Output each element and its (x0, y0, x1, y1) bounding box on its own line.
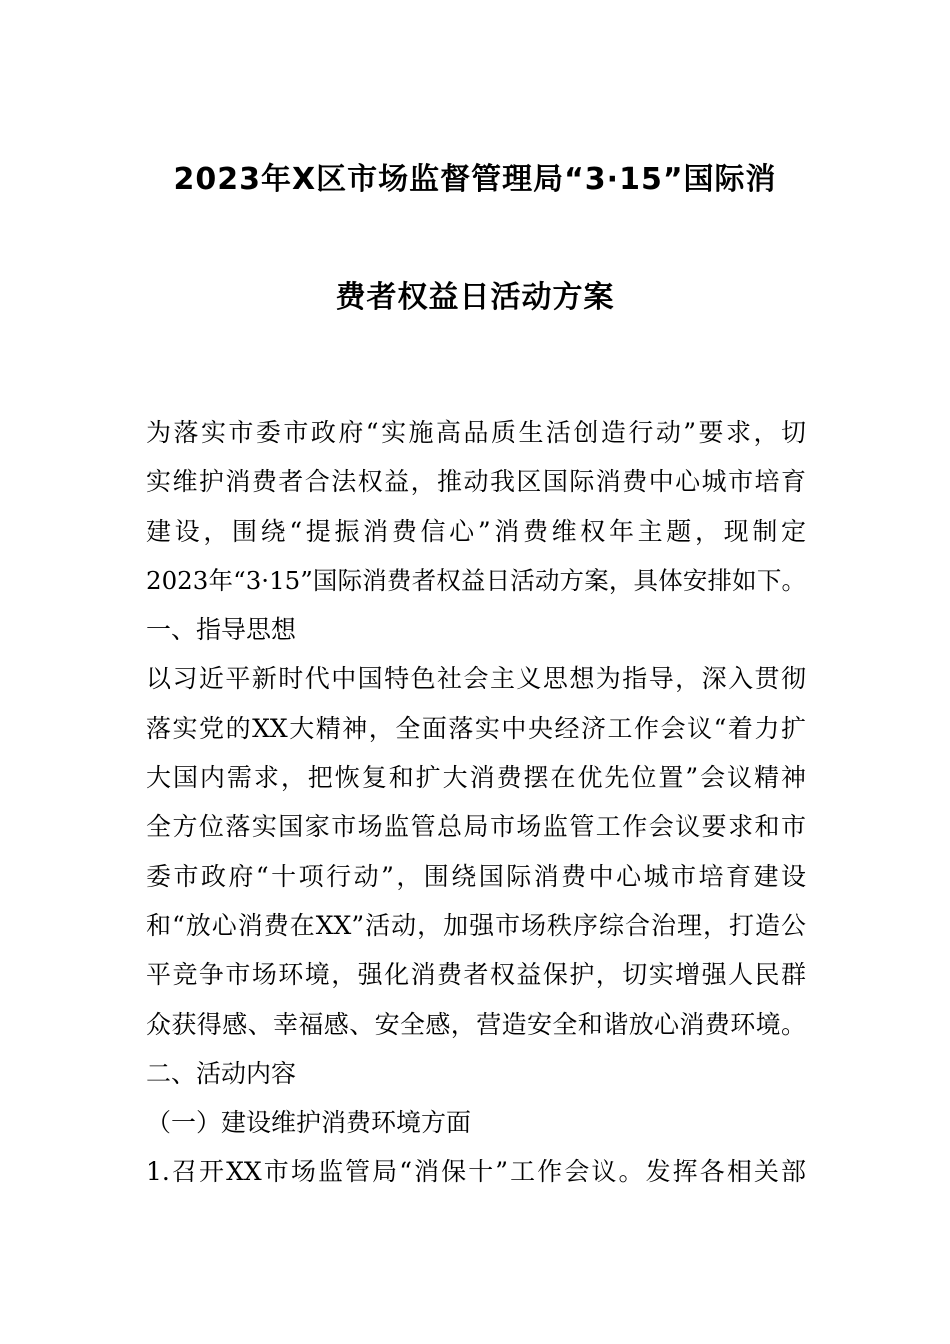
body-line: 为落实市委市政府“实施高品质生活创造行动”要求，切 (146, 418, 806, 447)
body-line: 以习近平新时代中国特色社会主义思想为指导，深入贯彻 (146, 664, 806, 694)
subsection-heading: （一）建设维护消费环境方面 (146, 1108, 472, 1138)
body-line: 众获得感、幸福感、安全感，营造安全和谐放心消费环境。 (146, 1009, 806, 1039)
body-line: 2023年“3·15”国际消费者权益日活动方案，具体安排如下。 (146, 565, 806, 595)
body-line: 实维护消费者合法权益，推动我区国际消费中心城市培育 (146, 467, 806, 497)
body-line: 落实党的XX大精神，全面落实中央经济工作会议“着力扩 (146, 713, 806, 743)
section-heading-activity-content: 二、活动内容 (146, 1058, 297, 1088)
body-line: 平竞争市场环境，强化消费者权益保护，切实增强人民群 (146, 960, 806, 990)
document-title-line-1: 2023年X区市场监督管理局“3·15”国际消 (173, 162, 777, 197)
body-line: 建设，围绕“提振消费信心”消费维权年主题，现制定 (146, 516, 806, 546)
section-heading-guiding-ideology: 一、指导思想 (146, 615, 297, 645)
body-line: 全方位落实国家市场监管总局市场监管工作会议要求和市 (146, 812, 806, 842)
document-title-line-2: 费者权益日活动方案 (335, 280, 615, 315)
body-line: 委市政府“十项行动”，围绕国际消费中心城市培育建设 (146, 861, 806, 891)
body-line: 大国内需求，把恢复和扩大消费摆在优先位置”会议精神 (146, 763, 806, 793)
document-body (146, 408, 806, 1197)
body-line: 和“放心消费在XX”活动，加强市场秩序综合治理，打造公 (146, 910, 806, 940)
body-line: 1.召开XX市场监管局“消保十”工作会议。发挥各相关部 (146, 1157, 806, 1187)
